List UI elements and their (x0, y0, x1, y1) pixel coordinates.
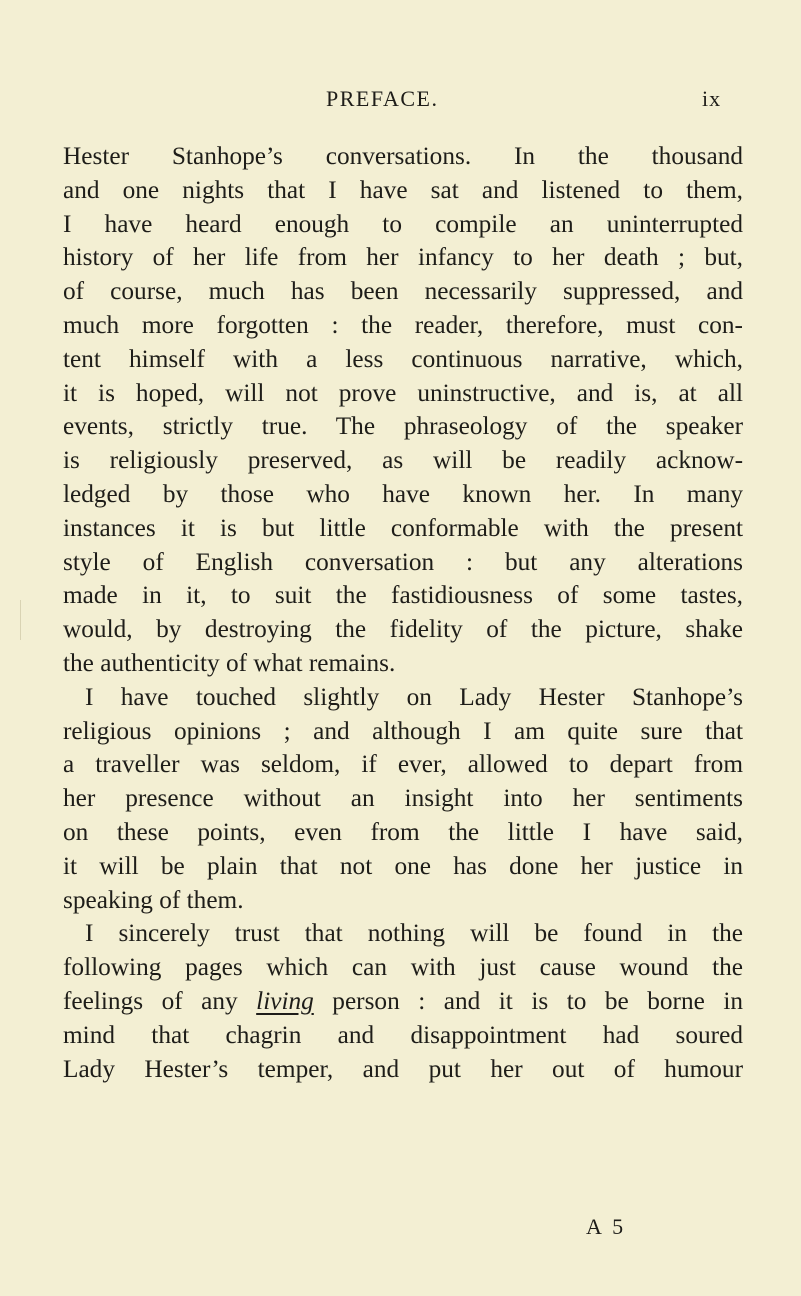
text-line: much more forgotten : the reader, therefore, must con- (63, 310, 743, 339)
text-segment: person : and it is to be borne in (313, 986, 744, 1015)
text-line: Lady Hester’s temper, and put her out of humour (63, 1054, 743, 1083)
emphasis-living: living (256, 986, 314, 1015)
text-line: and one nights that I have sat and listened to them, (63, 175, 743, 204)
text-line: it will be plain that not one has done her justice in (63, 851, 743, 880)
text-line: a traveller was seldom, if ever, allowed to depart from (63, 750, 743, 779)
text-line: tent himself with a less continuous narrative, which, (63, 344, 743, 373)
text-line: would, by destroying the fidelity of the picture, shake (63, 615, 743, 644)
page-title: PREFACE. (326, 86, 439, 111)
text-line: of course, much has been necessarily suppressed, and (63, 277, 743, 306)
text-line: Hester Stanhope’s conversations. In the thousand (63, 142, 743, 170)
body-text (63, 140, 743, 1086)
text-line: mind that chagrin and disappointment had soured (63, 1020, 743, 1049)
text-line: I have heard enough to compile an uninterrupted (63, 209, 743, 238)
text-line: style of English conversation : but any alterations (63, 547, 743, 576)
text-line: is religiously preserved, as will be readily acknow- (63, 446, 743, 475)
text-line: it is hoped, will not prove uninstructive, and is, at all (63, 378, 743, 407)
text-line: I have touched slightly on Lady Hester Stanhope’s (85, 682, 743, 711)
text-line: events, strictly true. The phraseology of the speaker (63, 412, 743, 441)
text-line: on these points, even from the little I have said, (63, 817, 743, 846)
paper-mark (20, 600, 21, 640)
text-line: made in it, to suit the fastidiousness of some tastes, (63, 581, 743, 610)
signature-mark: A 5 (586, 1214, 627, 1239)
text-line (63, 985, 743, 1019)
text-line: I sincerely trust that nothing will be found in the (85, 919, 743, 948)
text-line: history of her life from her infancy to her death ; but, (63, 243, 743, 272)
text-line: instances it is but little conformable with the present (63, 513, 743, 542)
text-line: speaking of them. (63, 885, 244, 914)
text-line: her presence without an insight into her sentiments (63, 784, 743, 813)
text-segment: feelings of any (63, 986, 257, 1015)
text-line: following pages which can with just cause wound the (63, 953, 743, 982)
text-line: the authenticity of what remains. (63, 648, 396, 677)
text-line: ledged by those who have known her. In many (63, 479, 743, 508)
page-number: ix (702, 86, 722, 111)
text-line: religious opinions ; and although I am quite sure that (63, 716, 743, 745)
running-head (62, 86, 742, 116)
